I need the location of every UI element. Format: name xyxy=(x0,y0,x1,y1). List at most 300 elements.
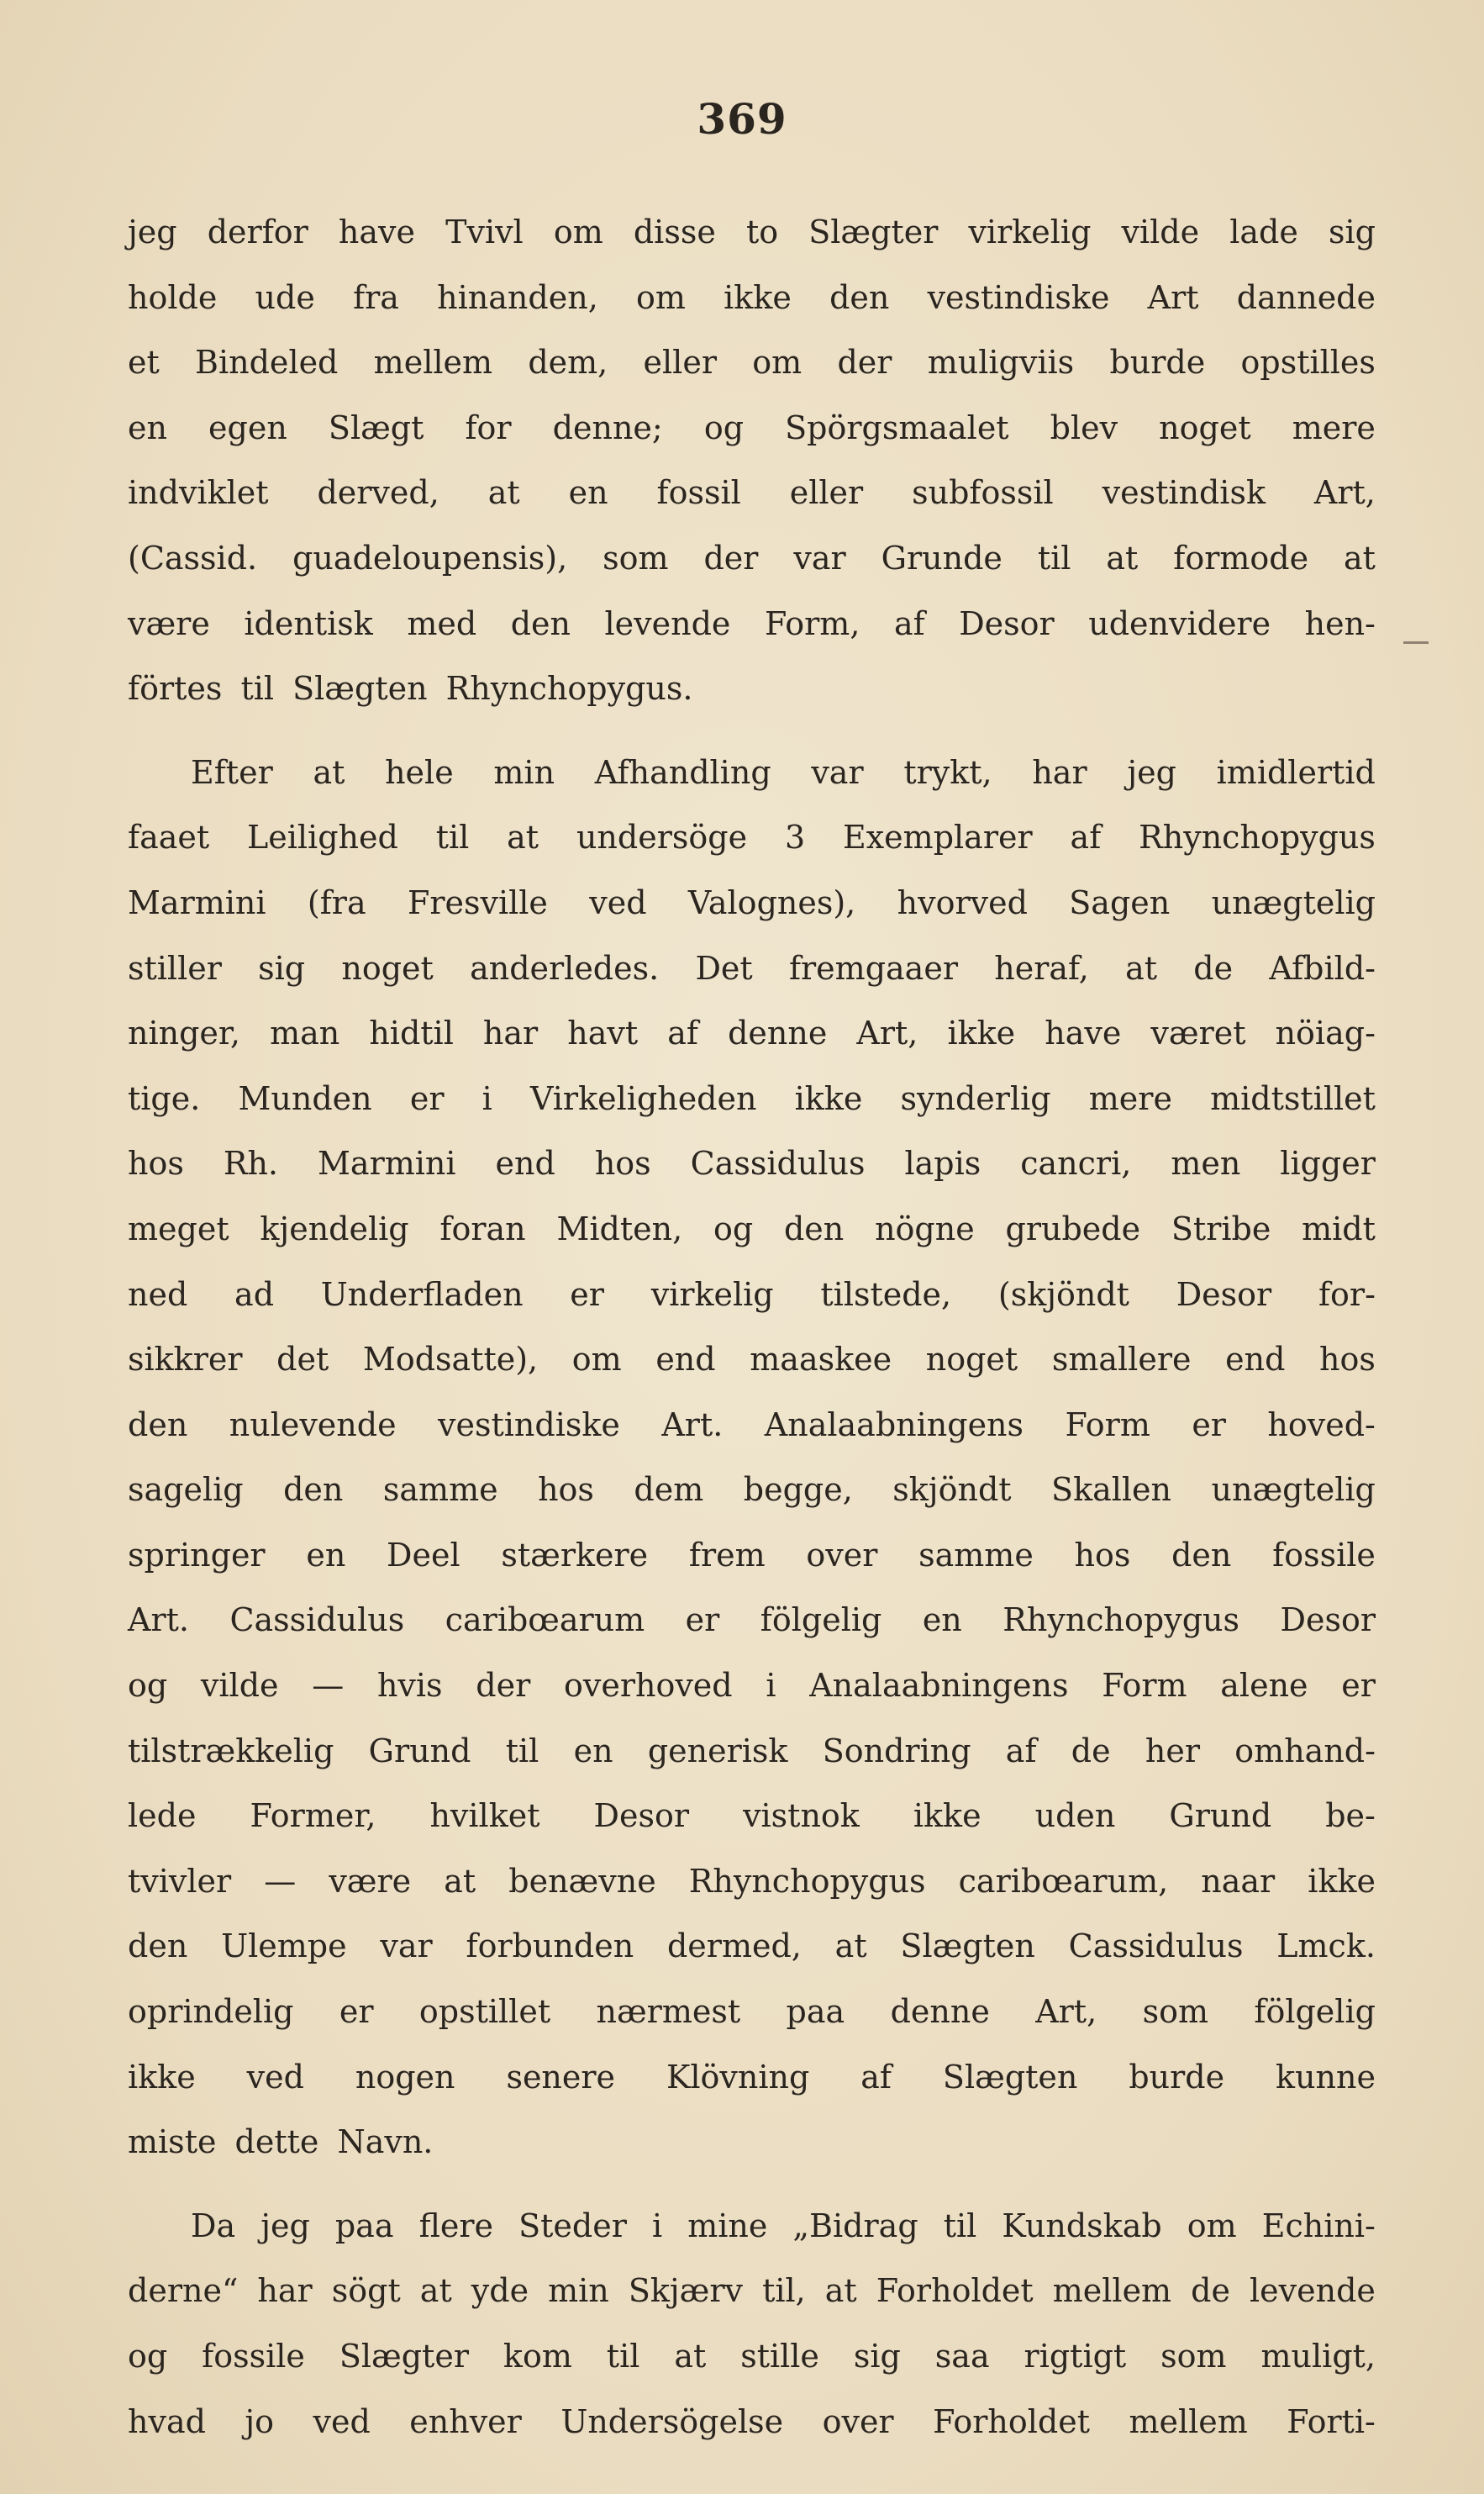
word: Grunde xyxy=(881,539,1002,577)
word: Efter xyxy=(191,753,273,791)
word: den xyxy=(1171,1536,1232,1574)
word: muligt, xyxy=(1260,2338,1376,2375)
text-line xyxy=(128,1849,1376,1915)
word: ikke xyxy=(1308,1862,1376,1900)
word: Undersögelse xyxy=(560,2402,784,2440)
word: Form, xyxy=(764,604,860,642)
word: ved xyxy=(589,883,647,921)
word: mellem xyxy=(1129,2402,1248,2440)
word: springer xyxy=(128,1536,266,1574)
word: nærmest xyxy=(596,1993,741,2031)
word: caribœarum, xyxy=(958,1862,1169,1900)
word: levende xyxy=(1250,2272,1376,2310)
word: meget xyxy=(128,1210,229,1247)
word: dannede xyxy=(1236,278,1376,316)
word: hvad xyxy=(128,2402,206,2440)
word: Lmck. xyxy=(1276,1927,1376,1965)
word: „Bidrag xyxy=(792,2207,918,2244)
word: men xyxy=(1171,1145,1241,1183)
word: der xyxy=(476,1667,531,1705)
text-line xyxy=(128,1327,1376,1393)
word: disse xyxy=(633,214,716,250)
word: synderlig xyxy=(900,1079,1051,1117)
word: foran xyxy=(439,1210,526,1247)
word: Art, xyxy=(1313,474,1376,512)
word: Slægten xyxy=(942,2058,1078,2096)
word: Art, xyxy=(856,1015,918,1052)
text-line xyxy=(128,1067,1376,1132)
word: en xyxy=(573,1732,613,1769)
word: er xyxy=(1192,1405,1226,1443)
word: for xyxy=(465,409,512,446)
word: af xyxy=(667,1015,698,1052)
word: der xyxy=(703,539,759,577)
word: af xyxy=(860,2058,892,2096)
word: en xyxy=(306,1536,346,1574)
word: Marmini xyxy=(318,1145,456,1183)
word: derved, xyxy=(317,474,439,512)
word: Fresville xyxy=(407,883,548,921)
word: eller xyxy=(789,474,864,512)
text-line xyxy=(128,2259,1376,2324)
word: sikkrer xyxy=(128,1341,243,1379)
word: enhver xyxy=(409,2402,522,2440)
word: stille xyxy=(740,2338,819,2375)
word: Stribe xyxy=(1171,1210,1271,1247)
word: fremgaaer xyxy=(788,949,958,987)
word: Afbild- xyxy=(1269,949,1376,987)
word: stiller xyxy=(128,949,222,987)
word: af xyxy=(1005,1732,1037,1769)
word: ad xyxy=(234,1275,275,1313)
word: de xyxy=(1193,949,1234,987)
word: nöiag- xyxy=(1275,1015,1376,1052)
word: 3 xyxy=(784,819,806,857)
word: Underfladen xyxy=(320,1275,524,1313)
word: samme xyxy=(918,1536,1034,1574)
text-line xyxy=(128,1523,1376,1589)
word: de xyxy=(1071,1732,1111,1769)
word: Da xyxy=(191,2207,236,2244)
word: vestindisk xyxy=(1102,474,1266,512)
word: derfor xyxy=(207,214,308,250)
word: og xyxy=(128,1667,168,1705)
word: og xyxy=(128,2338,168,2375)
word: Kundskab xyxy=(1002,2207,1162,2244)
word: sig xyxy=(853,2338,901,2375)
word: er xyxy=(339,1993,374,2031)
word: kjendelig xyxy=(260,1210,409,1247)
word: den xyxy=(128,1405,188,1443)
word: i xyxy=(482,1079,492,1117)
word: naar xyxy=(1201,1862,1276,1900)
word: er xyxy=(570,1275,604,1313)
word: have xyxy=(338,214,416,250)
page-number: 369 xyxy=(697,94,787,144)
word: hos xyxy=(594,1145,651,1183)
word: Steder xyxy=(518,2207,627,2244)
word: anderledes. xyxy=(470,949,660,987)
word: man xyxy=(270,1015,340,1052)
word: benævne xyxy=(508,1862,656,1900)
word: om xyxy=(636,278,686,316)
text-line xyxy=(128,1197,1376,1263)
word: en xyxy=(922,1601,962,1639)
word: er xyxy=(409,1079,445,1117)
word: fra xyxy=(353,278,399,316)
word: fölgelig xyxy=(760,1601,882,1639)
text-line xyxy=(128,936,1376,1002)
word: Art, xyxy=(1035,1993,1097,2031)
word: flere xyxy=(418,2207,494,2244)
word: senere xyxy=(506,2058,616,2096)
word: blev xyxy=(1050,409,1118,446)
word: været xyxy=(1150,1015,1246,1052)
word: at xyxy=(444,1862,476,1900)
word: om xyxy=(1187,2207,1237,2244)
word: opstillet xyxy=(418,1993,551,2031)
word: ved xyxy=(246,2058,304,2096)
word: unægtelig xyxy=(1211,883,1376,921)
text-line xyxy=(128,871,1376,936)
word: stærkere xyxy=(501,1536,649,1574)
word: fossile xyxy=(1272,1536,1376,1574)
word: to xyxy=(745,214,779,250)
word: som xyxy=(603,539,669,577)
word: — xyxy=(312,1667,345,1705)
text-line: miste dette Navn. xyxy=(128,2123,434,2161)
word: Desor xyxy=(593,1797,690,1835)
word: Marmini xyxy=(128,883,266,921)
word: mere xyxy=(1088,1079,1172,1117)
word: skjöndt xyxy=(892,1471,1012,1509)
word: vilde xyxy=(1121,214,1200,250)
word: hinanden, xyxy=(437,278,598,316)
word: udenvidere xyxy=(1088,604,1271,642)
word: i xyxy=(766,1667,776,1705)
word: overhoved xyxy=(563,1667,733,1705)
word: Cassidulus xyxy=(1068,1927,1244,1965)
word: at xyxy=(313,753,345,791)
word: midtstillet xyxy=(1210,1079,1376,1117)
word: Skjærv xyxy=(628,2272,744,2310)
word: nogen xyxy=(355,2058,455,2096)
word: noget xyxy=(925,1341,1018,1379)
word: noget xyxy=(341,949,434,987)
word: burde xyxy=(1109,344,1206,382)
text-line xyxy=(128,1719,1376,1785)
text-line xyxy=(128,2324,1376,2390)
word: Cassidulus xyxy=(229,1601,405,1639)
word: opstilles xyxy=(1240,344,1376,382)
word: ude xyxy=(255,278,315,316)
word: sagelig xyxy=(128,1471,244,1509)
word: ikke xyxy=(724,278,792,316)
word: oprindelig xyxy=(128,1993,294,2031)
word: cancri, xyxy=(1020,1145,1132,1183)
word: Form xyxy=(1065,1405,1150,1443)
word: mellem xyxy=(373,344,493,382)
word: end xyxy=(495,1145,555,1183)
word: er xyxy=(685,1601,720,1639)
word: hvilket xyxy=(429,1797,540,1835)
word: Ulempe xyxy=(221,1927,347,1965)
word: har xyxy=(1032,753,1087,791)
word: som xyxy=(1160,2338,1227,2375)
word: tilstede, xyxy=(820,1275,952,1313)
word: Forholdet xyxy=(933,2402,1090,2440)
word: af xyxy=(1070,819,1102,857)
word: hvorved xyxy=(897,883,1028,921)
word: mere xyxy=(1292,409,1376,446)
word: Bindeled xyxy=(195,344,339,382)
word: der xyxy=(837,344,892,382)
text-line xyxy=(128,2390,1376,2455)
word: generisk xyxy=(647,1732,788,1769)
word: muligviis xyxy=(927,344,1075,382)
word: Former, xyxy=(250,1797,376,1835)
word: burde xyxy=(1129,2058,1225,2096)
text-line xyxy=(128,330,1376,396)
text-line xyxy=(128,1653,1376,1719)
text-line xyxy=(128,2045,1376,2111)
word: et xyxy=(128,344,160,382)
word: end xyxy=(655,1341,716,1379)
word: Desor xyxy=(1176,1275,1272,1313)
word: caribœarum xyxy=(445,1601,645,1639)
word: var xyxy=(793,539,846,577)
word: og xyxy=(713,1210,754,1247)
word: dem, xyxy=(528,344,608,382)
word: heraf, xyxy=(994,949,1089,987)
word: denne xyxy=(728,1015,828,1052)
word: omhand- xyxy=(1234,1732,1376,1769)
word: denne; xyxy=(552,409,663,446)
word: at xyxy=(834,1927,867,1965)
word: som xyxy=(1142,1993,1208,2031)
word: (skjöndt xyxy=(997,1275,1129,1313)
text-line xyxy=(128,526,1376,592)
word: Art xyxy=(1147,278,1199,316)
word: saa xyxy=(934,2338,990,2375)
word: hele xyxy=(385,753,454,791)
word: paa xyxy=(786,1993,845,2031)
word: til xyxy=(1037,539,1071,577)
word: vistnok xyxy=(743,1797,860,1835)
word: Rhynchopygus xyxy=(1139,819,1376,857)
word: ikke xyxy=(947,1015,1016,1052)
word: Form xyxy=(1102,1667,1187,1705)
word: hos xyxy=(1319,1341,1376,1379)
word: den xyxy=(783,1210,845,1247)
word: mine xyxy=(687,2207,768,2244)
word: maaskee xyxy=(750,1341,892,1379)
text-line xyxy=(128,1458,1376,1523)
word: have xyxy=(1045,1015,1122,1052)
word: virkelig xyxy=(968,214,1092,250)
word: kom xyxy=(503,2338,572,2375)
word: vestindiske xyxy=(438,1405,620,1443)
word: ikke xyxy=(128,2058,196,2096)
word: at xyxy=(1344,539,1376,577)
word: havt xyxy=(567,1015,639,1052)
word: den xyxy=(510,604,571,642)
word: har xyxy=(257,2272,313,2310)
word: sig xyxy=(1328,214,1376,250)
word: jo xyxy=(245,2402,275,2440)
word: hos xyxy=(128,1145,184,1183)
word: ikke xyxy=(913,1797,981,1835)
word: fossile xyxy=(202,2338,305,2375)
word: Exemplarer xyxy=(843,819,1033,857)
text-line: förtes til Slægten Rhynchopygus. xyxy=(128,670,693,708)
word: Munden xyxy=(238,1079,372,1117)
word: til xyxy=(606,2338,640,2375)
word: at xyxy=(419,2272,452,2310)
text-line xyxy=(128,1001,1376,1067)
word: den xyxy=(283,1471,344,1509)
word: trykt, xyxy=(903,753,992,791)
text-line xyxy=(128,1914,1376,1980)
word: faaet xyxy=(128,819,210,857)
word: mellem xyxy=(1052,2272,1172,2310)
word: den xyxy=(128,1927,188,1965)
word: Midten, xyxy=(556,1210,683,1247)
word: at xyxy=(487,474,520,512)
text-line xyxy=(128,1263,1376,1328)
word: fölgelig xyxy=(1254,1993,1376,2031)
word: dem xyxy=(634,1471,704,1509)
word: frem xyxy=(688,1536,766,1574)
word: egen xyxy=(208,409,287,446)
word: om xyxy=(553,214,603,250)
word: lede xyxy=(128,1797,197,1835)
word: Valognes), xyxy=(687,883,856,921)
word: levende xyxy=(604,604,731,642)
word: Analaabningens xyxy=(809,1667,1069,1705)
word: min xyxy=(548,2272,609,2310)
word: var xyxy=(811,753,864,791)
word: unægtelig xyxy=(1211,1471,1376,1509)
word: jeg xyxy=(128,214,177,250)
word: hvis xyxy=(376,1667,443,1705)
word: Slægter xyxy=(808,214,939,250)
word: tige. xyxy=(128,1079,201,1117)
word: kunne xyxy=(1276,2058,1376,2096)
word: i xyxy=(651,2207,663,2244)
word: Skallen xyxy=(1051,1471,1172,1509)
text-line xyxy=(128,1131,1376,1197)
word: Forholdet xyxy=(876,2272,1034,2310)
text-line xyxy=(128,1980,1376,2045)
word: var xyxy=(380,1927,433,1965)
word: yde xyxy=(471,2272,529,2310)
text-line xyxy=(128,266,1376,331)
word: at xyxy=(674,2338,707,2375)
word: de xyxy=(1191,2272,1230,2310)
word: Leilighed xyxy=(247,819,398,857)
word: derne“ xyxy=(128,2272,239,2310)
word: end xyxy=(1225,1341,1286,1379)
word: hos xyxy=(538,1471,594,1509)
word: ikke xyxy=(794,1079,863,1117)
text-line xyxy=(128,805,1376,871)
text-line xyxy=(128,592,1376,657)
word: og xyxy=(703,409,745,446)
word: — xyxy=(264,1862,297,1900)
word: indviklet xyxy=(128,474,269,512)
word: Sagen xyxy=(1069,883,1171,921)
word: subfossil xyxy=(912,474,1054,512)
word: det xyxy=(276,1341,329,1379)
word: Sondring xyxy=(822,1732,971,1769)
word: tilstrækkelig xyxy=(128,1732,334,1769)
word: til xyxy=(505,1732,539,1769)
word: om xyxy=(752,344,803,382)
word: Desor xyxy=(959,604,1055,642)
text-line xyxy=(128,200,1376,266)
text-line xyxy=(128,396,1376,461)
word: be- xyxy=(1325,1797,1376,1835)
word: Desor xyxy=(1280,1601,1376,1639)
word: Deel xyxy=(387,1536,460,1574)
word: Tvivl xyxy=(445,214,524,250)
word: begge, xyxy=(743,1471,853,1509)
word: ved xyxy=(313,2402,371,2440)
word: Afhandling xyxy=(594,753,771,791)
word: Virkeligheden xyxy=(529,1079,757,1117)
word: at xyxy=(1125,949,1158,987)
word: noget xyxy=(1159,409,1251,446)
word: hen- xyxy=(1304,604,1376,642)
word: den xyxy=(829,278,890,316)
word: Echini- xyxy=(1261,2207,1376,2244)
word: vilde xyxy=(200,1667,279,1705)
word: til, xyxy=(762,2272,806,2310)
word: her xyxy=(1145,1732,1201,1769)
word: jeg xyxy=(260,2207,310,2244)
word: Grund xyxy=(368,1732,471,1769)
text-line xyxy=(128,741,1376,806)
word: er xyxy=(1341,1667,1376,1705)
body-text xyxy=(128,200,1376,2454)
word: en xyxy=(568,474,608,512)
word: Grund xyxy=(1169,1797,1272,1835)
word: eller xyxy=(643,344,717,382)
word: grubede xyxy=(1005,1210,1141,1247)
word: Forti- xyxy=(1287,2402,1376,2440)
word: sögt xyxy=(331,2272,401,2310)
word: hoved- xyxy=(1267,1405,1376,1443)
word: Modsatte), xyxy=(362,1341,539,1379)
text-line xyxy=(128,2194,1376,2259)
text-line xyxy=(128,1784,1376,1849)
word: Rhynchopygus xyxy=(1002,1601,1240,1639)
word: uden xyxy=(1034,1797,1116,1835)
word: nulevende xyxy=(229,1405,397,1443)
word: forbunden xyxy=(466,1927,634,1965)
word: imidlertid xyxy=(1216,753,1376,791)
word: sig xyxy=(258,949,306,987)
word: at xyxy=(824,2272,857,2310)
word: Det xyxy=(695,949,753,987)
word: hidtil xyxy=(369,1015,454,1052)
word: til xyxy=(943,2207,977,2244)
word: min xyxy=(493,753,555,791)
word: formode xyxy=(1173,539,1309,577)
word: om xyxy=(571,1341,622,1379)
word: Slægt xyxy=(328,409,424,446)
